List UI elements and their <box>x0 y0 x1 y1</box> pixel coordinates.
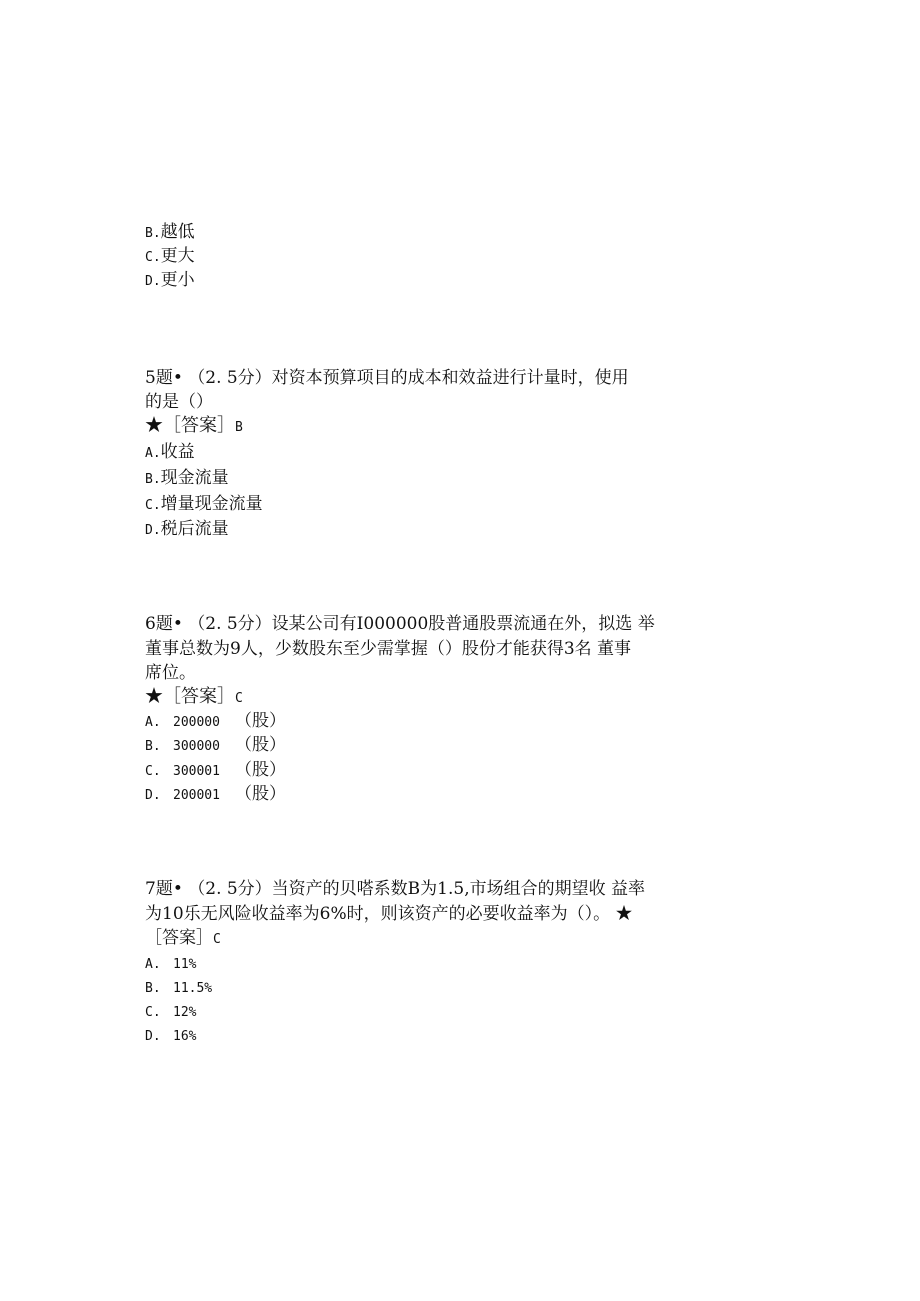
question-6-text-line-3: 席位。 <box>145 663 196 683</box>
question-7-text-line-2: 为10乐无风险收益率为6%时，则该资产的必要收益率为（）。 ★ <box>145 904 633 924</box>
question-5-text-line-1: 5题• （2. 5分）对资本预算项目的成本和效益进行计量时，使用 <box>145 368 629 388</box>
question-7-option-d: D. 16% <box>145 1029 197 1044</box>
question-5-answer: ★［答案］B <box>145 415 243 436</box>
question-7-option-a: A. 11% <box>145 957 197 972</box>
question-5-option-d: D.税后流量 <box>145 519 229 539</box>
question-7-answer: ［答案］C <box>145 928 221 948</box>
option-d: D.更小 <box>145 270 195 290</box>
question-7-text-line-1: 7题• （2. 5分）当资产的贝嗒系数B为1.5,市场组合的期望收 益率 <box>145 879 646 899</box>
question-6-option-d: D. 200001 （股） <box>145 784 286 804</box>
question-5-option-b: B.现金流量 <box>145 468 229 488</box>
question-5-option-a: A.收益 <box>145 442 195 462</box>
question-6-option-a: A. 200000 （股） <box>145 711 286 731</box>
question-7-option-c: C. 12% <box>145 1005 197 1020</box>
question-6-text-line-2: 董事总数为9人，少数股东至少需掌握（）股份才能获得3名 董事 <box>145 639 632 659</box>
question-6-text-line-1: 6题• （2. 5分）设某公司有I000000股普通股票流通在外，拟选 举 <box>145 614 655 634</box>
question-6-option-c: C. 300001 （股） <box>145 760 286 780</box>
option-c: C.更大 <box>145 246 195 266</box>
question-6-answer: ★［答案］C <box>145 686 243 707</box>
question-5-text-line-2: 的是（） <box>145 392 213 412</box>
option-b: B.越低 <box>145 222 195 242</box>
question-7-option-b: B. 11.5% <box>145 981 213 996</box>
question-5-option-c: C.增量现金流量 <box>145 494 263 514</box>
question-6-option-b: B. 300000 （股） <box>145 735 286 755</box>
